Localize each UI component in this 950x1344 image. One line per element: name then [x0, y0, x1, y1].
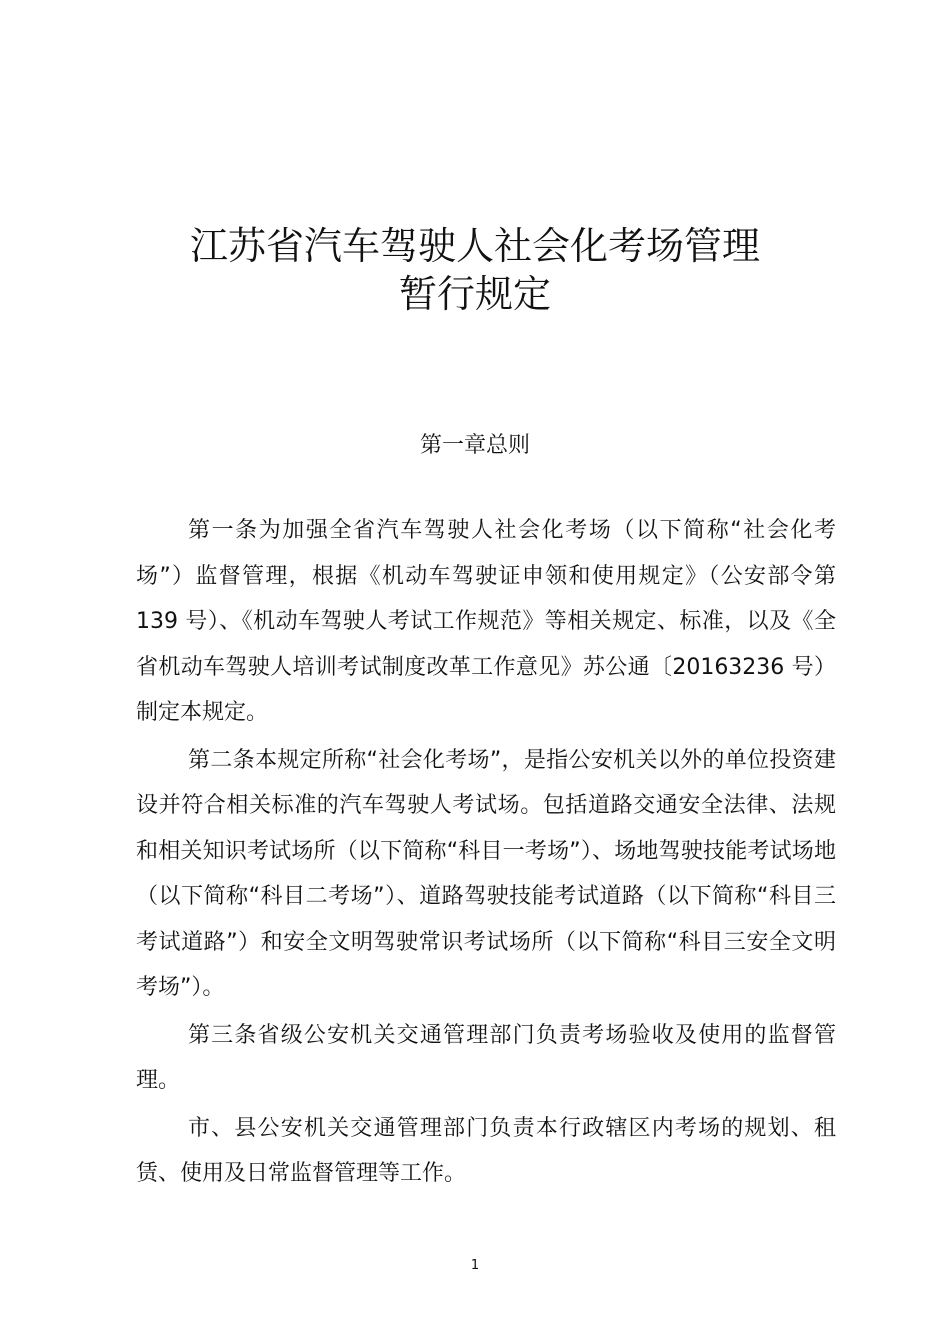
document-title-line-1: 江苏省汽车驾驶人社会化考场管理	[189, 224, 760, 268]
document-title	[0, 222, 950, 318]
document-title-line-2: 暂行规定	[398, 272, 551, 316]
article-1-paragraph: 第一条为加强全省汽车驾驶人社会化考场（以下简称“社会化考场”）监督管理，根据《机动车驾驶证申领和使用规定》（公安部令第 139 号）、《机动车驾驶人考试工作规范》等相关规定、标准，以及《全省机动车驾驶人培训考试制度改革工作意见》苏公通〔20163236 号）制定本规定。	[136, 518, 836, 725]
article-3-paragraph: 第三条省级公安机关交通管理部门负责考场验收及使用的监督管理。	[136, 1022, 836, 1093]
page-number: 1	[470, 1258, 480, 1273]
document-body	[136, 508, 836, 1197]
article-2-paragraph: 第二条本规定所称“社会化考场”，是指公安机关以外的单位投资建设并符合相关标准的汽车驾驶人考试场。包括道路交通安全法律、法规和相关知识考试场所（以下简称“科目一考场”）、场地驾驶技能考试场地（以下简称“科目二考场”）、道路驾驶技能考试道路（以下简称“科目三考试道路”）和安全文明驾驶常识考试场所（以下简称“科目三安全文明考场”）。	[136, 747, 836, 1000]
article-3-subparagraph: 市、县公安机关交通管理部门负责本行政辖区内考场的规划、租赁、使用及日常监督管理等工作。	[136, 1115, 836, 1186]
chapter-heading: 第一章总则	[419, 433, 530, 458]
